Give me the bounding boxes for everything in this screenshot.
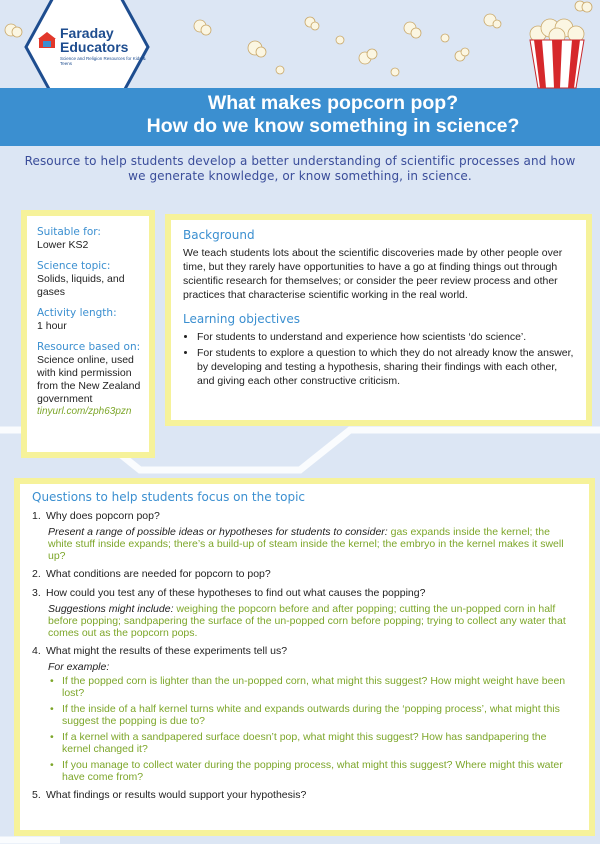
list-item: • If you manage to collect water during the popping process, what might this suggest? Where might this water have come from? — [62, 759, 577, 783]
popcorn-icon — [570, 0, 598, 14]
objectives-heading: Learning objectives — [183, 312, 300, 326]
question-4-lead: For example: — [48, 661, 110, 673]
suitable-value: Lower KS2 — [37, 239, 89, 251]
title-line2: How do we know something in science? — [146, 115, 520, 137]
info-panel — [21, 210, 155, 458]
question-1: 1. Why does popcorn pop? — [32, 510, 160, 522]
list-item: • If the inside of a half kernel turns white and expands outwards during the ‘popping process’, what might this suggest the popping is due to? — [62, 703, 577, 727]
logo-title-line1: Faraday — [60, 25, 114, 41]
background-text: We teach students lots about the scientific discoveries made by other people over time, but they rarely have opportunities to have a go at finding things out through scientific research for themselves; or consider the peer review process and other practices that characterise scientific working in the real world. — [183, 247, 563, 301]
title-banner — [0, 88, 600, 146]
list-item: • For students to understand and experience how scientists ‘do science’. — [197, 330, 576, 344]
page-title — [0, 88, 600, 138]
questions-panel — [14, 478, 595, 836]
intro-text: Resource to help students develop a better understanding of scientific processes and how we generate knowledge, or know something, in science. — [24, 154, 576, 183]
based-value: Science online, used with kind permission from the New Zealand government — [37, 354, 141, 405]
question-2: 2. What conditions are needed for popcorn to pop? — [32, 568, 271, 580]
suitable-label: Suitable for: — [37, 226, 101, 238]
question-4: 4. What might the results of these experiments tell us? — [32, 645, 288, 657]
topic-label: Science topic: — [37, 260, 111, 272]
length-value: 1 hour — [37, 320, 67, 332]
popcorn-icon — [2, 20, 26, 40]
examples-list — [48, 675, 577, 783]
popcorn-decoration-icon — [160, 8, 520, 84]
popcorn-bucket-icon — [524, 14, 590, 90]
topic-value: Solids, liquids, and gases — [37, 273, 125, 298]
logo-title-line2: Educators — [60, 39, 129, 55]
question-5: 5. What findings or results would support your hypothesis? — [32, 789, 307, 801]
question-3: 3. How could you test any of these hypotheses to find out what causes the popping? — [32, 587, 426, 599]
title-line1: What makes popcorn pop? — [207, 92, 459, 114]
questions-heading: Questions to help students focus on the topic — [32, 490, 305, 504]
question-1-suggestions: Present a range of possible ideas or hypotheses for students to consider: gas expands inside the kernel; the white stuff inside expands; there’s a build-up of steam inside the kernel; the embryo in the kernel makes it swell up? — [48, 526, 564, 562]
objectives-list — [183, 330, 576, 388]
list-item: • If a kernel with a sandpapered surface doesn’t pop, what might this suggest? How has sandpapering the kernel changed it? — [62, 731, 577, 755]
logo — [60, 26, 150, 66]
question-3-suggestions: Suggestions might include: weighing the popcorn before and after popping; cutting the un-popped corn in half before popping; sandpapering the surface of the un-popped corn before popping; trying to collect any water that comes out as the popcorn pops. — [48, 603, 566, 639]
list-item: • For students to explore a question to which they do not already know the answer, by developing and testing a hypothesis, sharing their findings with each other, and giving each other constructive criticism. — [197, 346, 576, 388]
resource-link[interactable]: tinyurl.com/zph63pzn — [37, 406, 132, 417]
logo-icon — [37, 30, 57, 50]
background-heading: Background — [183, 228, 255, 242]
background-panel — [165, 214, 592, 426]
length-label: Activity length: — [37, 307, 117, 319]
list-item: • If the popped corn is lighter than the un-popped corn, what might this suggest? How might weight have been lost? — [62, 675, 577, 699]
logo-subtitle: Science and Religion Resources for Kids & Teens — [60, 56, 146, 66]
based-label: Resource based on: — [37, 341, 141, 353]
